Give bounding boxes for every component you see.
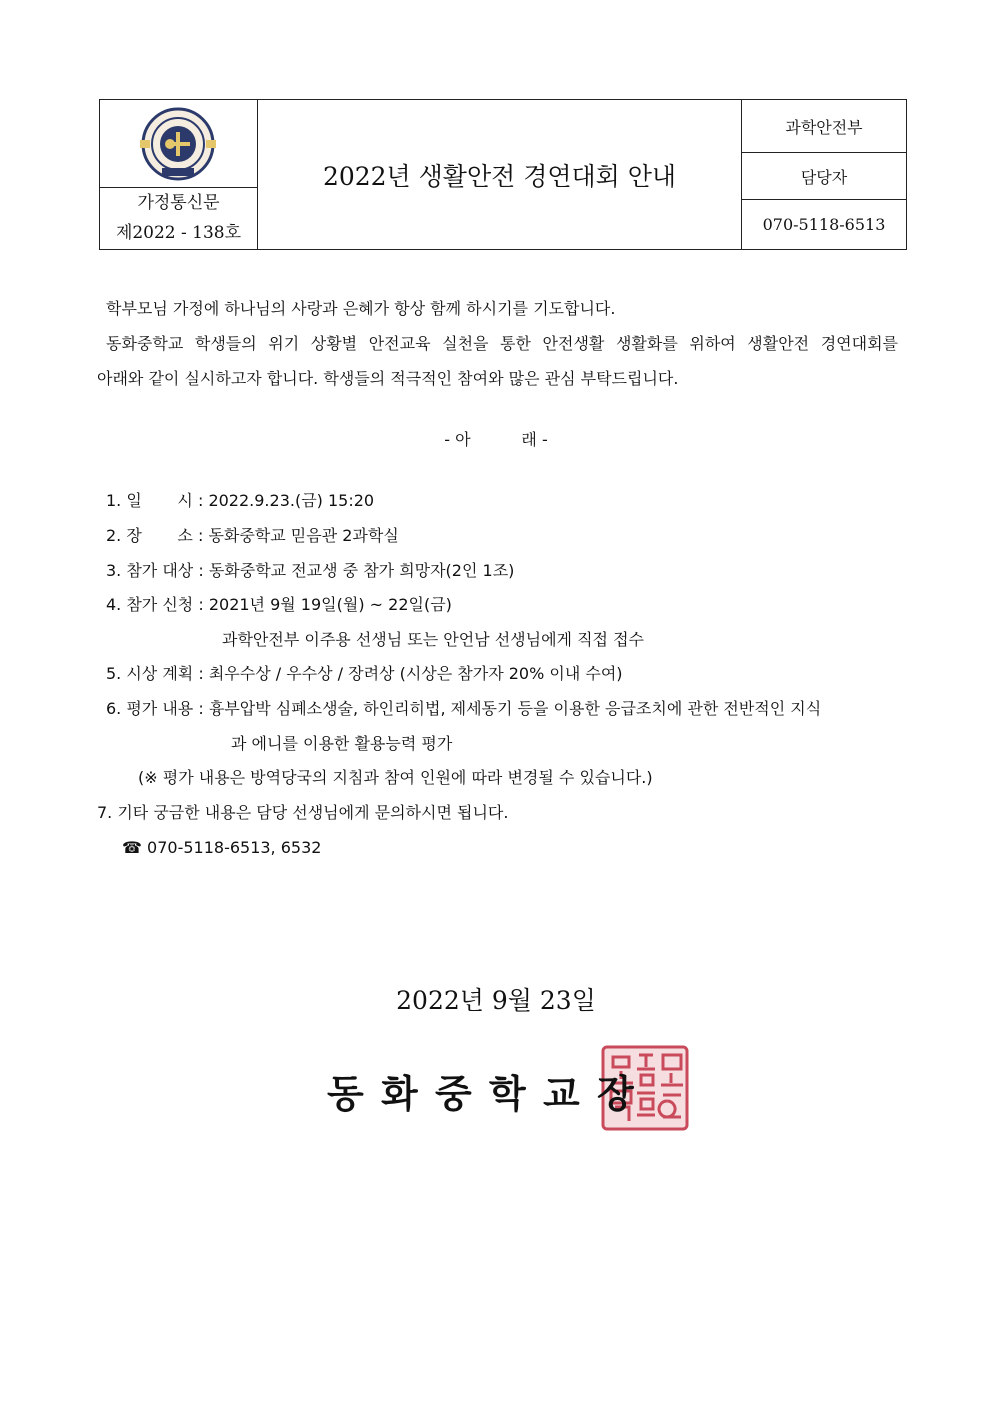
school-emblem-icon xyxy=(100,100,258,188)
list-item-label: 3. 참가 대상 : xyxy=(106,561,209,580)
list-item-1 xyxy=(106,490,374,512)
list-item-label: 4. 참가 신청 : xyxy=(106,595,209,614)
section-heading: - 아 래 - xyxy=(444,430,548,449)
list-item-3 xyxy=(106,560,514,582)
school-logo-cell xyxy=(100,100,258,188)
notice-number: 제2022 - 138호 xyxy=(115,223,242,243)
list-item-label: 5. 시상 계획 : xyxy=(106,664,209,683)
phone-icon: ☎ xyxy=(122,838,142,857)
list-item-label: 6. 평가 내용 : xyxy=(106,699,209,718)
phone-line xyxy=(122,837,321,859)
intro-line-1: 동화중학교 학생들의 위기 상황별 안전교육 실천을 통한 안전생활 생활화를 위하여 생활안전 경연대회를 xyxy=(106,334,898,353)
list-item-value: 흉부압박 심폐소생술, 하인리히법, 제세동기 등을 이용한 응급조치에 관한 전반적인 지식 xyxy=(208,699,822,718)
principal-signature xyxy=(327,1063,651,1118)
notice-type: 가정통신문 xyxy=(137,193,220,213)
phone-numbers: 070-5118-6513, 6532 xyxy=(147,838,322,857)
list-item-value: 2022.9.23.(금) 15:20 xyxy=(208,491,375,510)
department-name: 과학안전부 xyxy=(742,100,906,153)
list-item-7: 7. 기타 궁금한 내용은 담당 선생님에게 문의하시면 됩니다. xyxy=(97,803,509,822)
list-item-label: 2. 장 소 : xyxy=(106,526,209,545)
note-text: (※ 평가 내용은 방역당국의 지침과 참여 인원에 따라 변경될 수 있습니다.) xyxy=(138,768,653,787)
header-table xyxy=(99,99,907,250)
principal-char: 학 xyxy=(489,1072,526,1116)
list-item-5 xyxy=(106,663,623,685)
principal-char: 중 xyxy=(435,1072,472,1116)
contact-role: 담당자 xyxy=(742,153,906,200)
list-item-4 xyxy=(106,594,452,616)
list-item-label: 1. 일 시 : xyxy=(106,491,209,510)
principal-char: 화 xyxy=(381,1072,418,1116)
list-item-value: 동화중학교 전교생 중 참가 희망자(2인 1조) xyxy=(208,561,515,580)
principal-char: 교 xyxy=(543,1072,580,1116)
list-item-value: 2021년 9월 19일(월) ~ 22일(금) xyxy=(208,595,452,614)
page-title: 2022년 생활안전 경연대회 안내 xyxy=(258,100,742,249)
list-item-4-continuation: 과학안전부 이주용 선생님 또는 안언남 선생님에게 직접 접수 xyxy=(222,630,645,649)
notice-info-cell xyxy=(100,188,258,249)
principal-char: 동 xyxy=(327,1072,364,1116)
issue-date: 2022년 9월 23일 xyxy=(396,986,596,1015)
greeting-text: 학부모님 가정에 하나님의 사랑과 은혜가 항상 함께 하시기를 기도합니다. xyxy=(106,299,616,318)
intro-line-2: 아래와 같이 실시하고자 합니다. 학생들의 적극적인 참여와 많은 관심 부탁드립니다. xyxy=(97,369,679,388)
list-item-value: 동화중학교 믿음관 2과학실 xyxy=(208,526,399,545)
principal-char: 장 xyxy=(597,1072,634,1116)
contact-phone: 070-5118-6513 xyxy=(762,215,886,234)
list-item-6 xyxy=(106,698,821,720)
list-item-value: 최우수상 / 우수상 / 장려상 (시상은 참가자 20% 이내 수여) xyxy=(208,664,623,683)
list-item-6-continuation: 과 에니를 이용한 활용능력 평가 xyxy=(231,734,453,753)
list-item-2 xyxy=(106,525,399,547)
